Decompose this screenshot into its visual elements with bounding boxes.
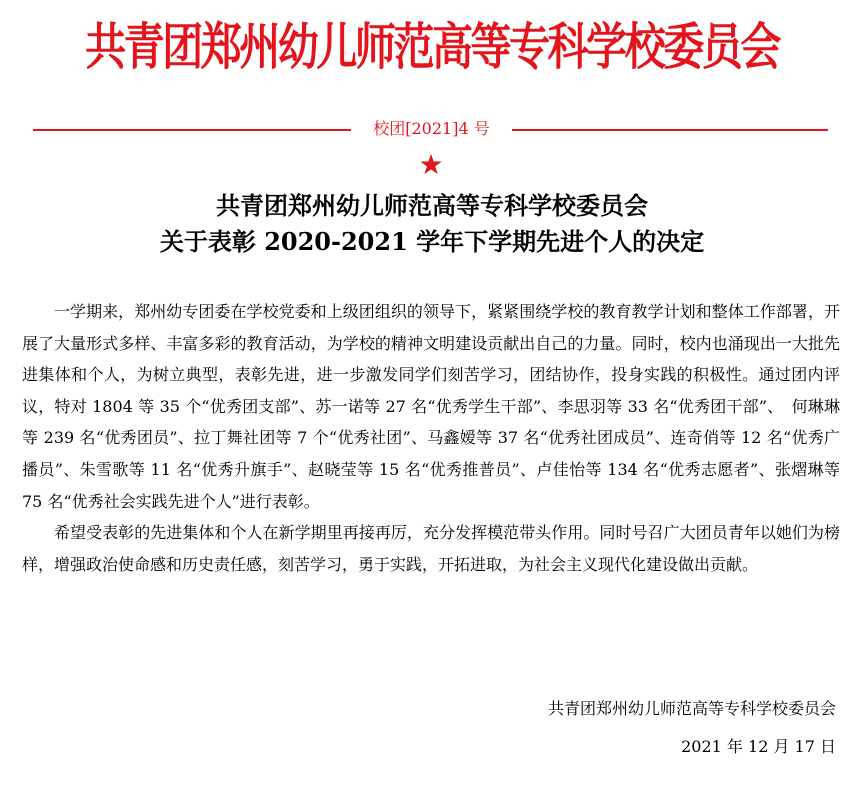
body-paragraph-2: 希望受表彰的先进集体和个人在新学期里再接再厉，充分发挥模范带头作用。同时号召广大团员青年以她们为榜样，增强政治使命感和历史责任感，刻苦学习，勇于实践，开拓进取，为社会主义现代化建设做出贡献。 xyxy=(22,523,840,574)
document-body xyxy=(22,296,840,580)
document-title-line1: 共青团郑州幼儿师范高等专科学校委员会 xyxy=(216,191,648,220)
issuer-signature: 共青团郑州幼儿师范高等专科学校委员会 xyxy=(547,699,836,718)
document-title-line2: 关于表彰 2020-2021 学年下学期先进个人的决定 xyxy=(159,227,705,256)
header-rule-left xyxy=(33,129,351,131)
document-number: 校团[2021]4 号 xyxy=(373,119,490,138)
masthead-title: 共青团郑州幼儿师范高等专科学校委员会 xyxy=(85,17,779,76)
header-rule-right xyxy=(512,129,828,131)
issue-date: 2021 年 12 月 17 日 xyxy=(681,737,836,756)
body-paragraph-1: 一学期来，郑州幼专团委在学校党委和上级团组织的领导下，紧紧围绕学校的教育教学计划和整体工作部署，开展了大量形式多样、丰富多彩的教育活动，为学校的精神文明建设贡献出自己的力量。同时，校内也涌现出一大批先进集体和个人，为树立典型，表彰先进，进一步激发同学们刻苦学习，团结协作，投身实践的积极性。通过团内评议，特对 1804 等 35 个“优秀团支部”、苏一诺等 27 名“优秀学生干部”、李思羽等 33 名“优秀团干部”、 何琳琳等 239 名“优秀团员”、拉丁舞社团等 7 个“优秀社团”、马鑫嫒等 37 名“优秀社团成员”、连奇俏等 12 名“优秀广播员”、朱雪歌等 11 名“优秀升旗手”、赵晓莹等 15 名“优秀推普员”、卢佳怡等 134 名“优秀志愿者”、张熠琳等 75 名“优秀社会实践先进个人”进行表彰。 xyxy=(22,302,840,511)
red-star-icon: ★ xyxy=(418,148,444,181)
